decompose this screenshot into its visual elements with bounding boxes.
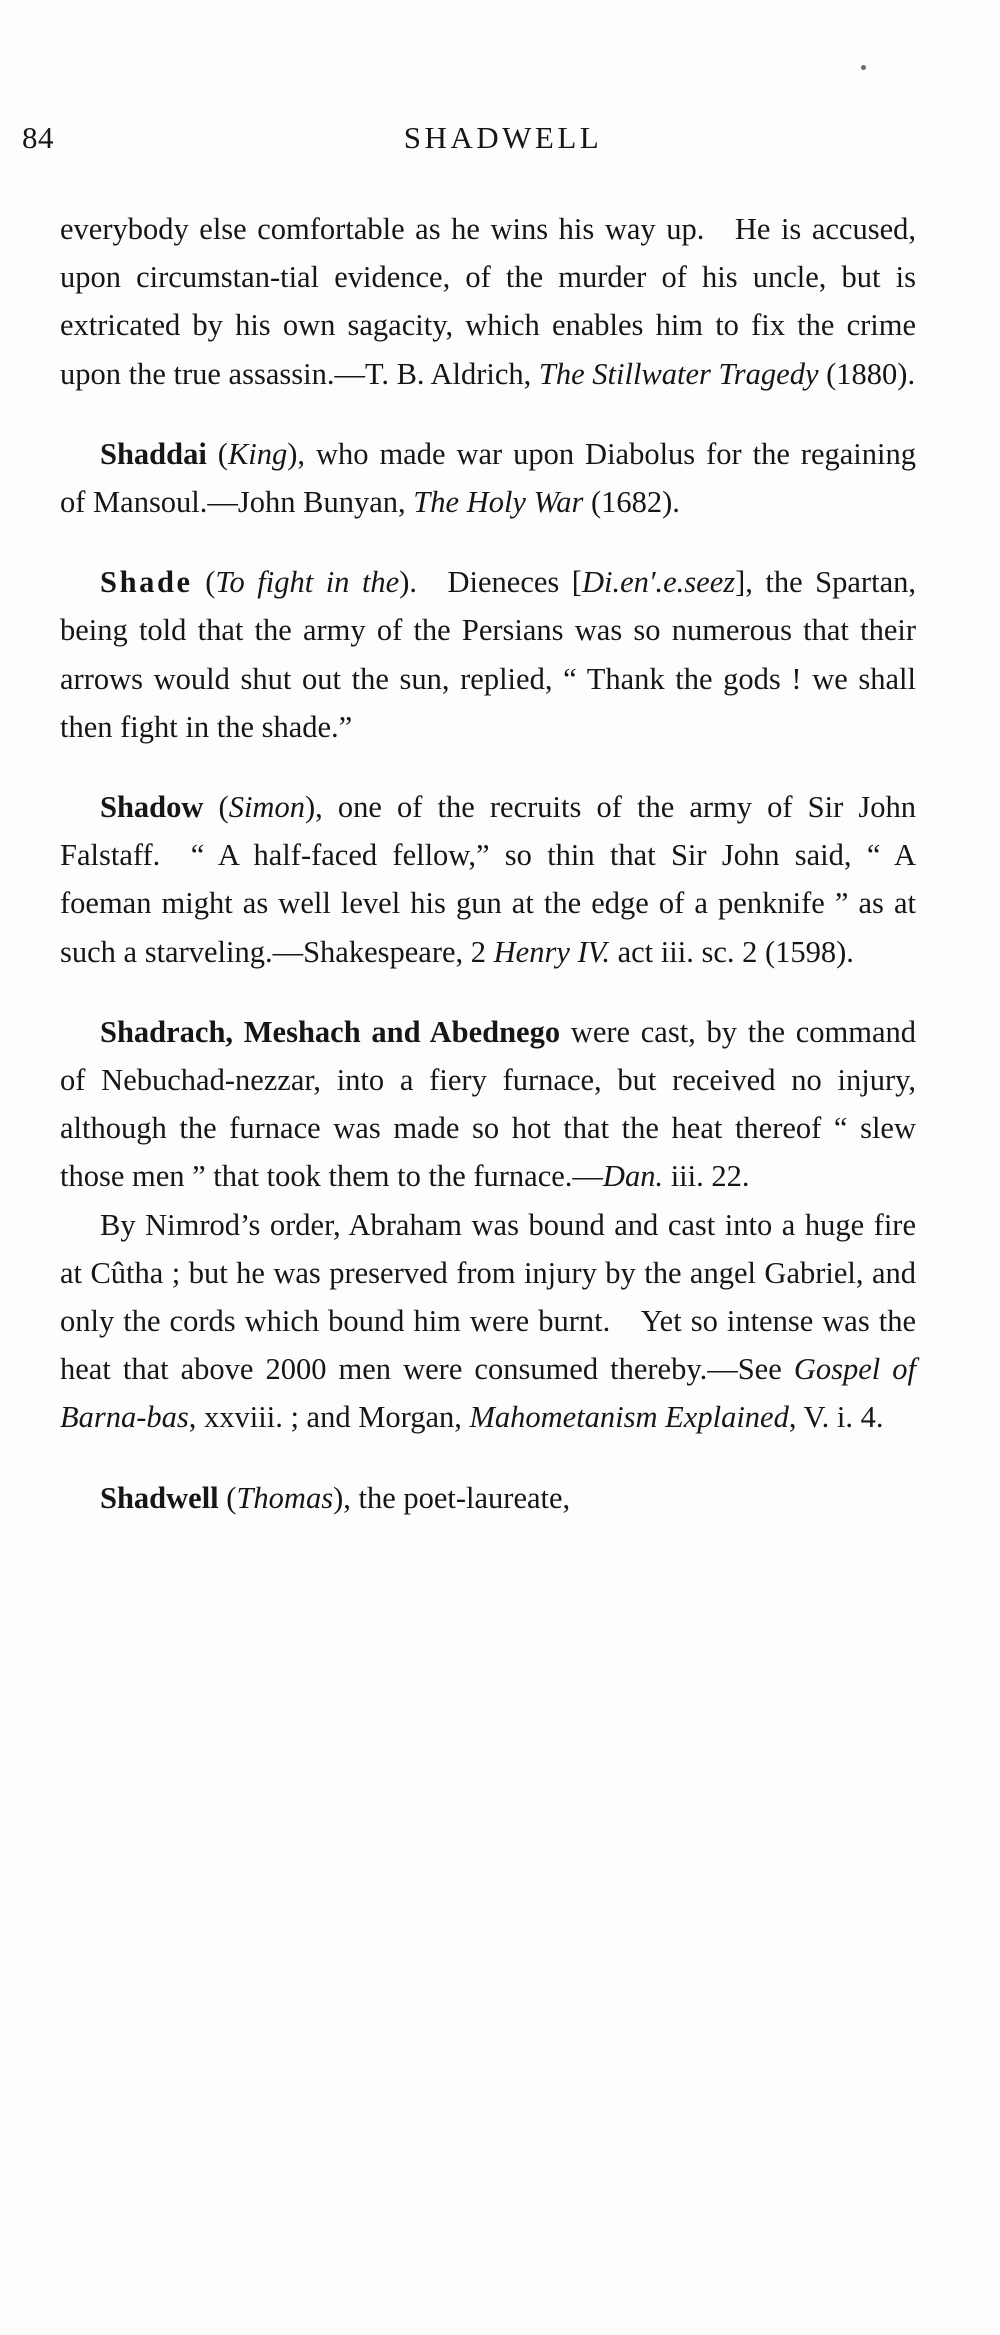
entry-headword: Shadow [100, 790, 204, 825]
italic-run: Gospel of Barna-bas [60, 1352, 916, 1435]
entry-headword: Shadrach, Meshach and Abednego [100, 1014, 561, 1049]
page-number: 84 [22, 120, 54, 155]
roman-run: ( [206, 436, 228, 471]
italic-run: Henry IV. [493, 934, 610, 969]
paragraph-text [60, 1208, 916, 1435]
entry-shadwell [60, 1474, 916, 1522]
roman-run: (1682). [583, 485, 680, 520]
entry-headword: Shade [100, 565, 193, 600]
roman-run: (1880). [818, 356, 916, 391]
roman-run: ), who made war upon Diabolus for the regaining of Mansoul.—John Bunyan, [60, 436, 916, 520]
page-header [0, 120, 1000, 160]
roman-run: act iii. sc. 2 (1598). [609, 934, 854, 969]
roman-run: By Nimrod’s order, Abraham was bound and cast into a huge fire at Cûtha ; but he was preserved from injury by the angel Gabriel, and only the cords which bound him were burnt. Yet so intense was the heat that above 2000 men were consumed thereby.—See [60, 1207, 916, 1387]
roman-run: , V. i. 4. [788, 1400, 884, 1435]
italic-run: To fight in the [215, 565, 400, 600]
running-title: SHADWELL [403, 120, 603, 155]
roman-run: ( [203, 790, 229, 825]
italic-run: The Holy War [413, 485, 584, 520]
roman-run: ( [218, 1480, 237, 1515]
entry-shadow [60, 783, 916, 976]
roman-run: ). Dieneces [ [399, 565, 582, 600]
roman-run: everybody else comfortable as he wins his way up. He is accused, upon circumstan-tial evidence, of the murder of his uncle, but is extricated by his own sagacity, which enables him to fix the crime upon the true assassin.—T. B. Aldrich, [60, 212, 916, 391]
entry-headword: Shadwell [100, 1480, 219, 1515]
entry-shade [60, 558, 916, 751]
entry-headword: Shaddai [100, 436, 207, 471]
roman-run: , xxviii. ; and Morgan, [188, 1400, 470, 1435]
roman-run: ), the poet-laureate, [333, 1480, 571, 1515]
paragraph-text [60, 212, 916, 391]
text-column [60, 205, 916, 1554]
italic-run: Simon [228, 790, 305, 825]
paragraph-continued-aldrich [60, 205, 916, 398]
italic-run: Thomas [236, 1480, 334, 1515]
italic-run: Di.en′.e.seez [581, 565, 736, 600]
entry-shadrach [60, 1008, 916, 1201]
ink-speck [861, 65, 866, 70]
italic-run: King [227, 436, 288, 471]
italic-run: The Stillwater Tragedy [538, 356, 819, 391]
roman-run: ( [192, 565, 216, 600]
paragraph-nimrod [60, 1201, 916, 1442]
roman-run: ], the Spartan, being told that the army of the Persians was so numerous that their arrows would shut out the sun, replied, “ Thank the gods ! we shall then fight in the shade.” [60, 565, 916, 744]
entry-shaddai [60, 430, 916, 526]
roman-run: ), one of the recruits of the army of Sir John Falstaff. “ A half-faced fellow,” so thin that Sir John said, “ A foeman might as well level his gun at the edge of a penknife ” as at such a starveling.—Shakespeare, 2 [60, 790, 916, 969]
entry-text [219, 1481, 571, 1515]
roman-run: were cast, by the command of Nebuchad-nezzar, into a fiery furnace, but received no injury, although the furnace was made so hot that the heat thereof “ slew those men ” that took them to the furnace.— [60, 1014, 916, 1194]
italic-run: Mahometanism Explained [469, 1400, 789, 1435]
roman-run: iii. 22. [663, 1159, 750, 1194]
italic-run: Dan. [602, 1159, 664, 1194]
